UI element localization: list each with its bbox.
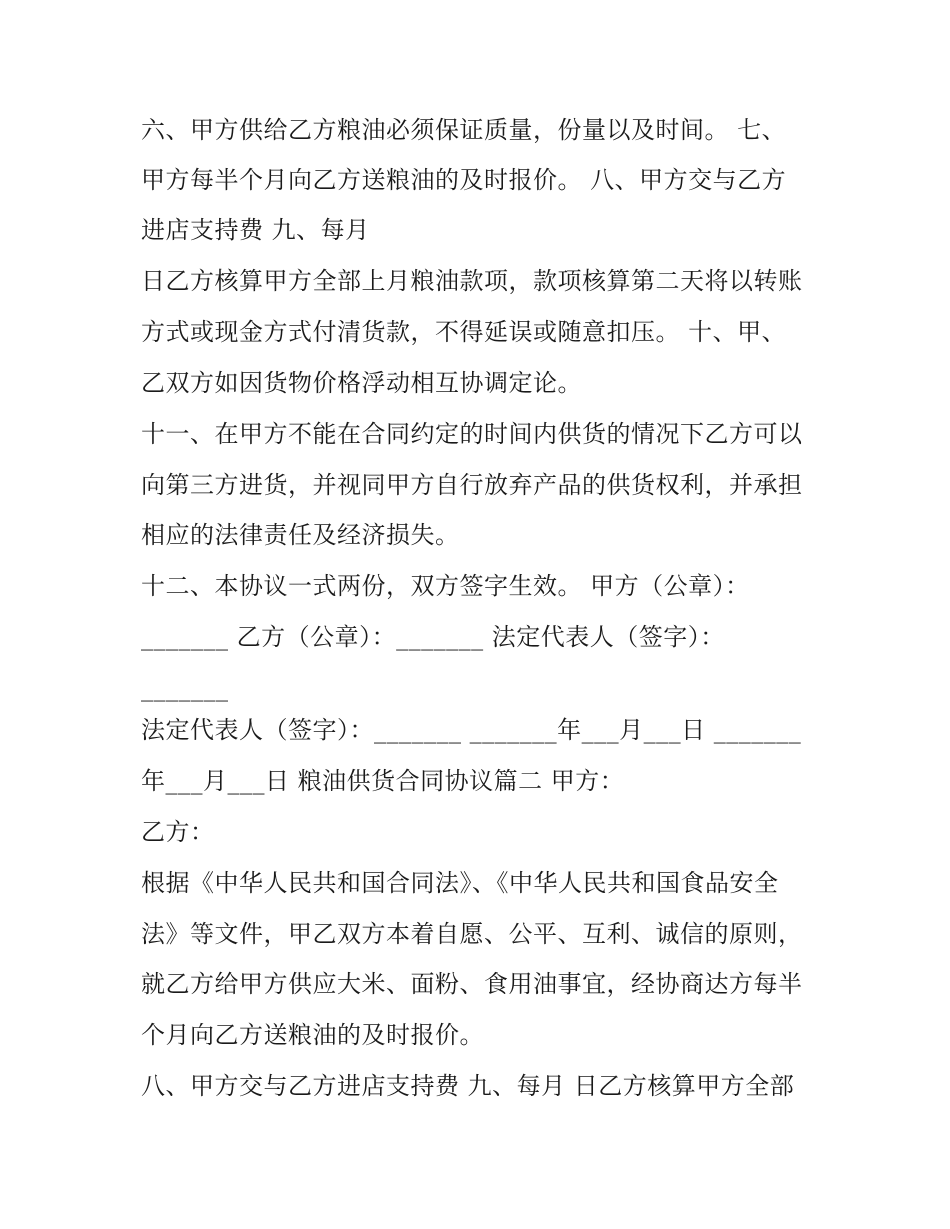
text-line: 日乙方核算甲方全部上月粮油款项，款项核算第二天将以转账 [141,267,803,295]
text-line: 个月向乙方送粮油的及时报价。 [141,1021,484,1049]
signature-line: _______ 乙方（公章）：_______ 法定代表人（签字）： [141,623,725,651]
signature-line: 法定代表人（签字）：_______ _______年___月___日 _______ [141,716,802,744]
text-line: 相应的法律责任及经济损失。 [141,521,460,549]
text-line: 根据《中华人民共和国合同法》、《中华人民共和国食品安全 [141,869,779,897]
text-line: 十一、在甲方不能在合同约定的时间内供货的情况下乙方可以 [141,420,803,448]
text-line: 向第三方进货，并视同甲方自行放弃产品的供货权利，并承担 [141,471,803,499]
text-line: 乙双方如因货物价格浮动相互协调定论。 [141,369,582,397]
text-line: 法》等文件，甲乙双方本着自愿、公平、互利、诚信的原则， [141,920,803,948]
text-line: 甲方每半个月向乙方送粮油的及时报价。 八、甲方交与乙方 [141,166,787,194]
text-line: 六、甲方供给乙方粮油必须保证质量，份量以及时间。 七、 [141,116,787,144]
text-line: 进店支持费 九、每月 [141,216,370,244]
text-line: 就乙方给甲方供应大米、面粉、食用油事宜，经协商达方每半 [141,970,803,998]
text-line: 方式或现金方式付清货款，不得延误或随意扣压。 十、甲、 [141,318,787,346]
text-line: 乙方： [141,818,215,846]
text-line: 十二、本协议一式两份，双方签字生效。 甲方（公章）： [141,572,750,600]
text-line: 八、甲方交与乙方进店支持费 九、每月 日乙方核算甲方全部 [141,1072,795,1100]
signature-line: _______ [141,674,229,702]
text-line: 年___月___日 粮油供货合同协议篇二 甲方： [141,767,625,795]
